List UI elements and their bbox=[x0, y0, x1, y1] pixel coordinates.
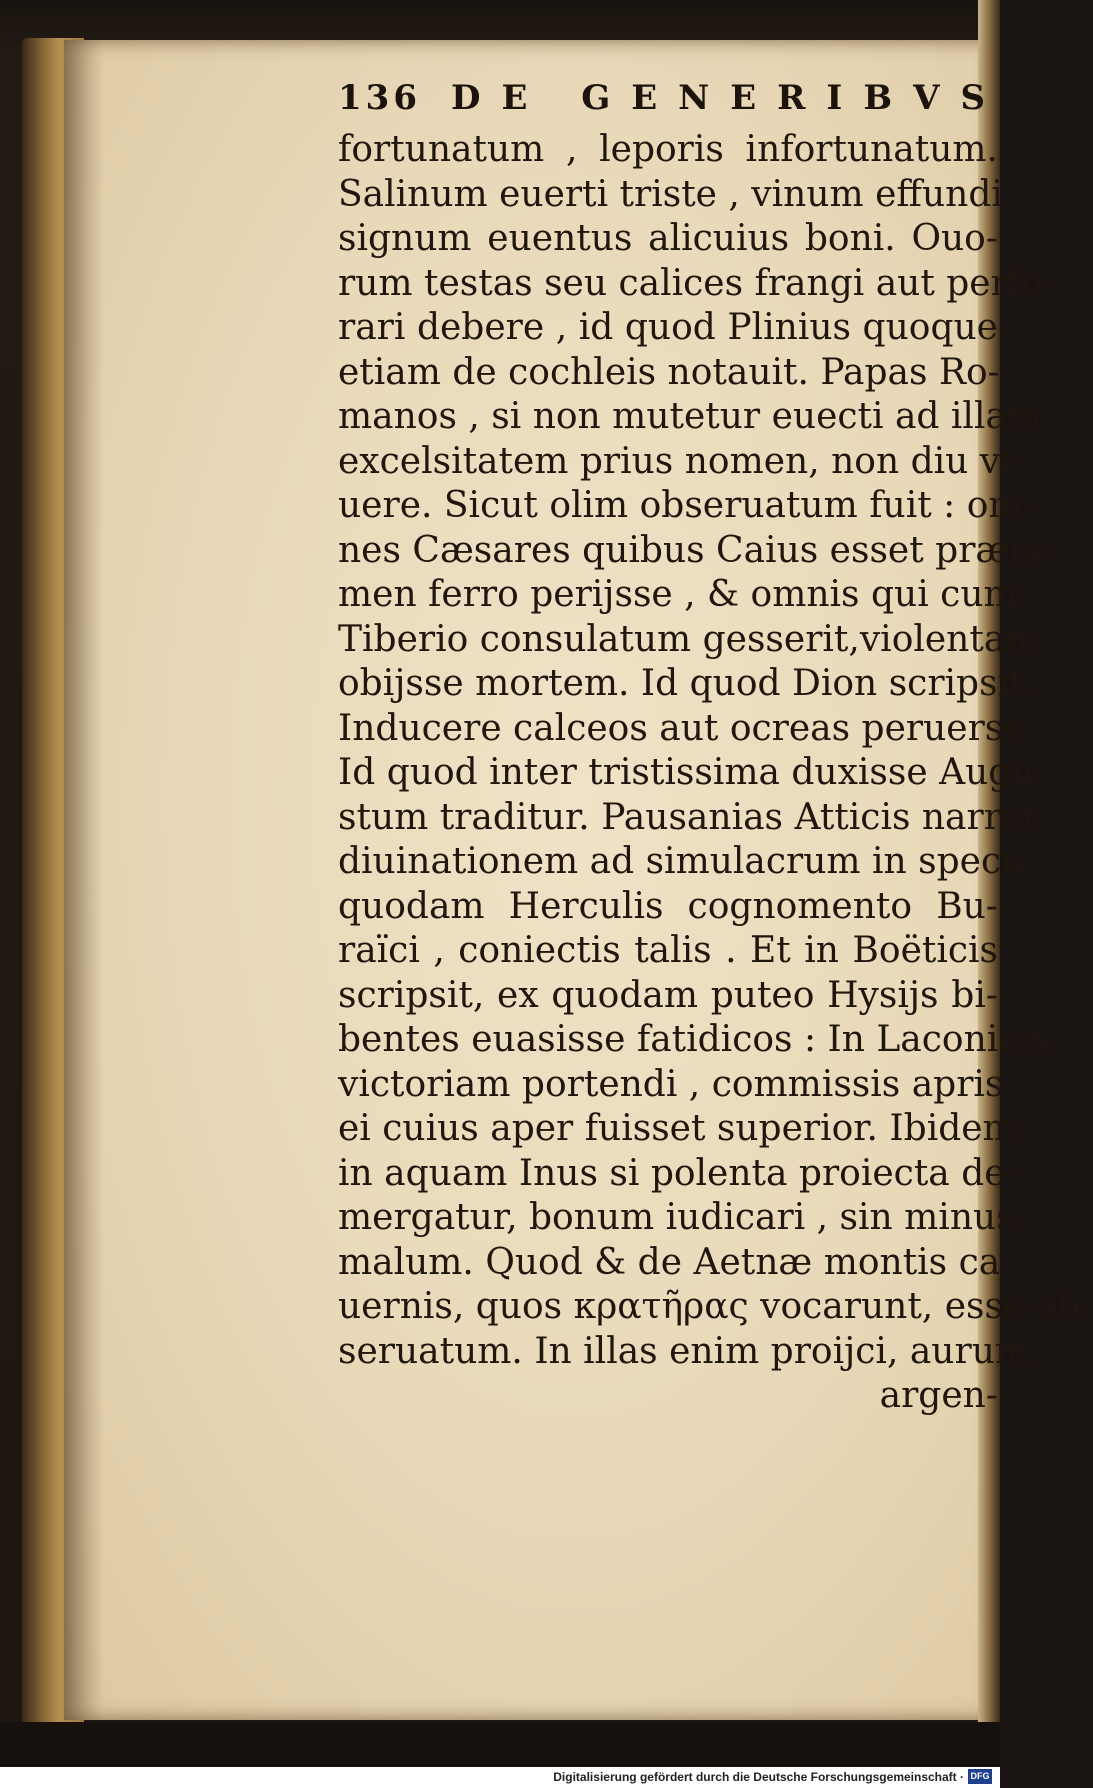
text-line: rari debere , id quod Plinius quoque bbox=[338, 307, 998, 348]
text-line: in aquam Inus si polenta proiecta de- bbox=[338, 1152, 1018, 1194]
running-title: DE GENERIBVS bbox=[450, 78, 1006, 118]
text-line: seruatum. In illas enim proijci, aurum, bbox=[338, 1330, 1041, 1372]
text-line: Salinum euerti triste , vinum effundi bbox=[338, 173, 1003, 215]
catchword: argen- bbox=[879, 1375, 998, 1416]
body-text bbox=[338, 128, 1093, 1419]
scan-background-bottom bbox=[0, 1722, 1000, 1767]
text-line: men ferro perijsse , & omnis qui cum bbox=[338, 574, 1018, 615]
text-line: victoriam portendi , commissis apris , bbox=[338, 1063, 1027, 1105]
text-line: mergatur, bonum iudicari , sin minus, bbox=[338, 1197, 1027, 1238]
running-head bbox=[338, 78, 1006, 118]
text-line: rum testas seu calices frangi aut perfo- bbox=[338, 262, 1055, 304]
funding-credit: Digitalisierung gefördert durch die Deutsche Forschungsgemeinschaft · bbox=[553, 1770, 964, 1784]
gutter-shadow bbox=[64, 40, 104, 1720]
text-line: diuinationem ad simulacrum in specu bbox=[338, 841, 1025, 882]
page-number: 136 bbox=[338, 78, 421, 118]
text-line: manos , si non mutetur euecti ad illam bbox=[338, 396, 1042, 437]
text-line: Tiberio consulatum gesserit,violentam bbox=[338, 618, 1040, 660]
text-line: etiam de cochleis notauit. Papas Ro- bbox=[338, 351, 1000, 393]
text-line: nes Cæsares quibus Caius esset præno- bbox=[338, 529, 1067, 571]
text-line: excelsitatem prius nomen, non diu vi- bbox=[338, 440, 1024, 482]
text-line: uere. Sicut olim obseruatum fuit : om- bbox=[338, 485, 1035, 526]
text-line: raïci , coniectis talis . Et in Boëticis bbox=[338, 930, 998, 971]
text-line: bentes euasisse fatidicos : In Laconicis, bbox=[338, 1019, 1060, 1060]
text-line: Id quod inter tristissima duxisse Augu- bbox=[338, 752, 1047, 793]
text-line: fortunatum , leporis infortunatum. bbox=[338, 129, 998, 170]
text-line: ei cuius aper fuisset superior. Ibidem bbox=[338, 1108, 1017, 1149]
dfg-logo: DFG bbox=[968, 1769, 992, 1784]
text-line: signum euentus alicuius boni. Ouo- bbox=[338, 218, 998, 259]
text-line: quodam Herculis cognomento Bu- bbox=[338, 885, 998, 927]
text-line: stum traditur. Pausanias Atticis narrat bbox=[338, 796, 1037, 838]
text-line: obijsse mortem. Id quod Dion scripsit. bbox=[338, 663, 1035, 704]
text-line: scripsit, ex quodam puteo Hysijs bi- bbox=[338, 974, 998, 1016]
text-line: malum. Quod & de Aetnæ montis ca- bbox=[338, 1241, 1013, 1283]
text-line: Inducere calceos aut ocreas peruersè. bbox=[338, 707, 1037, 749]
text-line: uernis, quos κρατῆρας vocarunt, esse ob- bbox=[338, 1286, 1093, 1327]
